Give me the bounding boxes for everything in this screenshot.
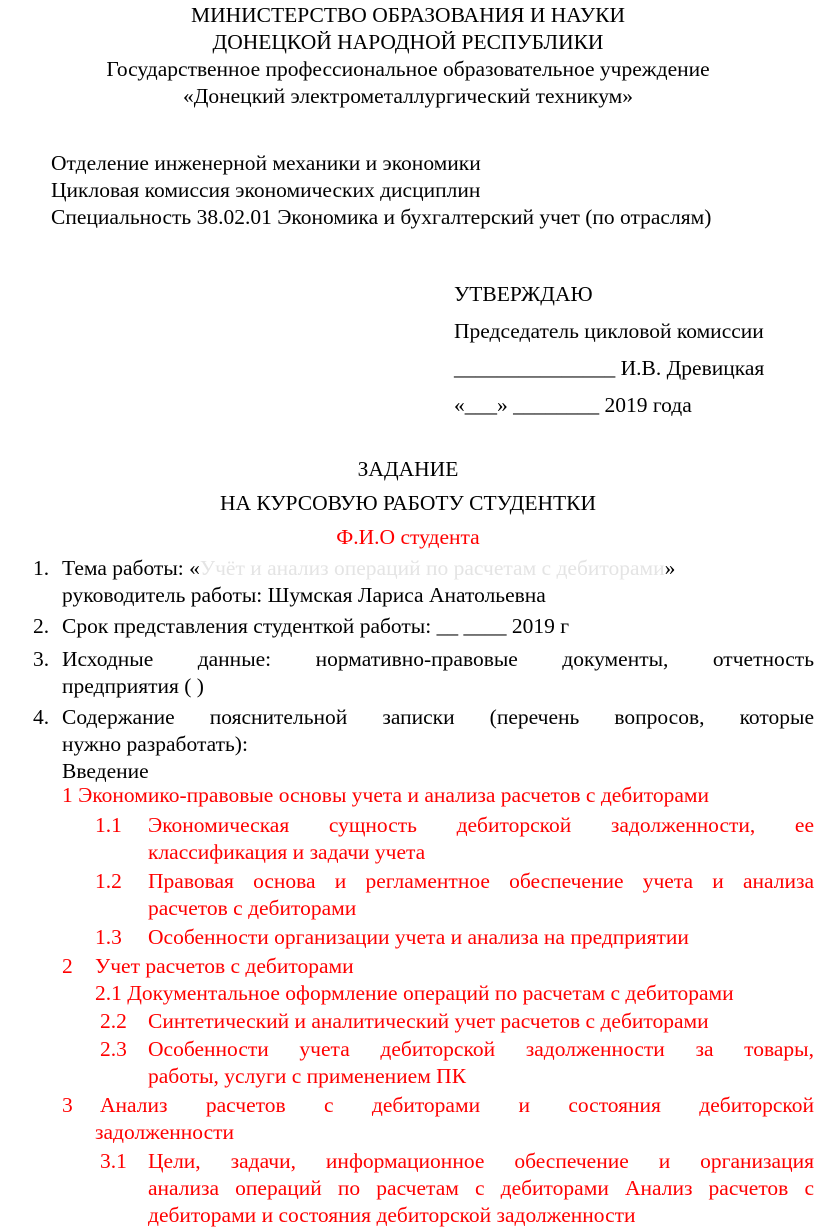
dept-line-2: Цикловая комиссия экономических дисциплин — [51, 178, 481, 202]
section-3-line-2: задолженности — [95, 1120, 235, 1144]
item-1-topic: Учёт и анализ операций по расчетам с дебиторами — [199, 556, 665, 580]
section-1-1-line-2: классификация и задачи учета — [148, 840, 426, 864]
section-2-1: 2.1 Документальное оформление операций по расчетам с дебиторами — [95, 981, 734, 1005]
approve-signature: _______________ И.В. Древицкая — [454, 356, 765, 380]
item-3-line-1: Исходные данные: нормативно-правовые документы, отчетность — [62, 647, 814, 671]
dept-line-1: Отделение инженерной механики и экономики — [51, 151, 481, 175]
section-1-2-line-2: расчетов с дебиторами — [148, 896, 357, 920]
section-2: Учет расчетов с дебиторами — [95, 954, 354, 978]
section-3-1-number: 3.1 — [100, 1149, 127, 1173]
item-4-number: 4. — [33, 705, 50, 729]
student-name: Ф.И.О студента — [336, 525, 480, 549]
section-1: 1 Экономико-правовые основы учета и анализа расчетов с дебиторами — [62, 783, 710, 807]
section-2-3-line-2: работы, услуги с применением ПК — [148, 1064, 467, 1088]
item-4-line-2: нужно разработать): — [62, 732, 248, 756]
item-4-line-1: Содержание пояснительной записки (перечень вопросов, которые — [62, 705, 814, 729]
section-2-3-line-1: Особенности учета дебиторской задолженности за товары, — [148, 1037, 814, 1061]
section-3-1-line-2: анализа операций по расчетам с дебиторами Анализ расчетов с — [148, 1176, 814, 1200]
section-1-1-number: 1.1 — [95, 813, 122, 837]
item-2 — [0, 609, 816, 642]
task-subtitle: НА КУРСОВУЮ РАБОТУ СТУДЕНТКИ — [220, 491, 596, 515]
item-4 — [0, 696, 816, 786]
item-3-number: 3. — [33, 647, 50, 671]
task-title-block — [0, 452, 816, 554]
section-1-3: Особенности организации учета и анализа на предприятии — [148, 925, 689, 949]
section-3-1-line-1: Цели, задачи, информационное обеспечение и организация — [148, 1149, 814, 1173]
section-1-2-number: 1.2 — [95, 869, 122, 893]
dept-line-3: Специальность 38.02.01 Экономика и бухгалтерский учет (по отраслям) — [51, 205, 712, 229]
approve-role: Председатель цикловой комиссии — [454, 319, 764, 343]
section-3-line-1: Анализ расчетов с дебиторами и состояния дебиторской — [100, 1093, 814, 1117]
department-info — [51, 150, 711, 231]
item-1 — [0, 555, 816, 609]
section-2-2: Синтетический и аналитический учет расчетов с дебиторами — [148, 1009, 709, 1033]
approve-date: «___» ________ 2019 года — [454, 393, 692, 417]
approval-block — [454, 276, 764, 424]
task-title: ЗАДАНИЕ — [357, 457, 459, 481]
header-line-1: МИНИСТЕРСТВО ОБРАЗОВАНИЯ И НАУКИ — [190, 3, 626, 27]
intro-label: Введение — [62, 759, 149, 783]
item-1-topic-line — [62, 555, 675, 582]
item-2-number: 2. — [33, 614, 50, 638]
item-3-line-2: предприятия ( ) — [62, 674, 204, 698]
section-3-1-line-3: дебиторами и состояния дебиторской задолженности — [148, 1203, 636, 1227]
section-2-number: 2 — [62, 954, 73, 978]
section-2-3-number: 2.3 — [100, 1037, 127, 1061]
item-1-label: Тема работы: « — [62, 556, 200, 580]
item-3 — [0, 642, 816, 696]
header-line-4: «Донецкий электрометаллургический техникум» — [182, 84, 634, 108]
ministry-header — [0, 2, 816, 110]
item-1-close-quote: » — [664, 556, 676, 580]
section-1-3-number: 1.3 — [95, 925, 122, 949]
section-1-1-line-1: Экономическая сущность дебиторской задолженности, ее — [148, 813, 814, 837]
header-line-2: ДОНЕЦКОЙ НАРОДНОЙ РЕСПУБЛИКИ — [212, 30, 604, 54]
header-line-3: Государственное профессиональное образовательное учреждение — [106, 57, 710, 81]
approve-title: УТВЕРЖДАЮ — [454, 282, 593, 306]
item-1-number: 1. — [33, 556, 50, 580]
section-2-2-number: 2.2 — [100, 1009, 127, 1033]
section-1-2-line-1: Правовая основа и регламентное обеспечение учета и анализа — [148, 869, 814, 893]
item-2-deadline: Срок представления студенткой работы: __ ____ 2019 г — [62, 614, 570, 638]
section-3-number: 3 — [62, 1093, 73, 1117]
task-items — [0, 555, 816, 786]
item-1-supervisor: руководитель работы: Шумская Лариса Анатольевна — [62, 583, 546, 607]
